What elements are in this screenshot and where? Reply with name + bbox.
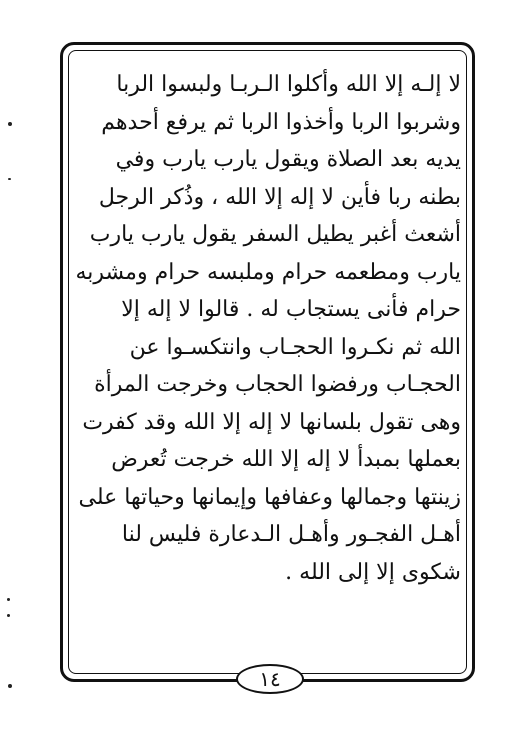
- text-line: زينتها وجمالها وعفافها وإيمانها وحياتها على: [78, 484, 461, 510]
- scan-speck: [8, 122, 12, 126]
- text-line: وشربوا الربا وأخذوا الربا ثم يرفع أحدهم: [101, 109, 461, 135]
- text-line: وهى تقول بلسانها لا إله إلا الله وقد كفرت: [82, 409, 461, 435]
- text-line: الله ثم نكـروا الحجـاب وانتكسـوا عن: [129, 334, 461, 360]
- text-line: أهـل الفجـور وأهـل الـدعارة فليس لنا: [121, 522, 461, 547]
- scan-speck: [8, 178, 11, 180]
- text-line: الحجـاب ورفضوا الحجاب وخرجت المرأة: [94, 372, 461, 397]
- text-line: شكوى إلا إلى الله .: [285, 559, 461, 585]
- text-line: يارب ومطعمه حرام وملبسه حرام ومشربه: [75, 259, 461, 285]
- scan-speck: [7, 614, 10, 617]
- text-line: أشعث أغبر يطيل السفر يقول يارب يارب: [89, 222, 461, 247]
- scan-speck: [8, 684, 12, 688]
- page-number: ١٤: [236, 664, 304, 694]
- text-line: بعملها بمبدأ لا إله إلا الله خرجت تُعرض: [111, 447, 461, 472]
- scan-speck: [7, 598, 10, 601]
- text-line: يديه بعد الصلاة ويقول يارب يارب وفي: [115, 147, 461, 172]
- text-line: لا إلـه إلا الله وأكلوا الـربـا ولبسوا الربا: [116, 72, 461, 97]
- text-line: حرام فأنى يستجاب له . قالوا لا إله إلا: [121, 297, 461, 322]
- body-text: [70, 66, 465, 591]
- text-line: بطنه ربا فأين لا إله إلا الله ، وذُكر الرجل: [98, 184, 461, 210]
